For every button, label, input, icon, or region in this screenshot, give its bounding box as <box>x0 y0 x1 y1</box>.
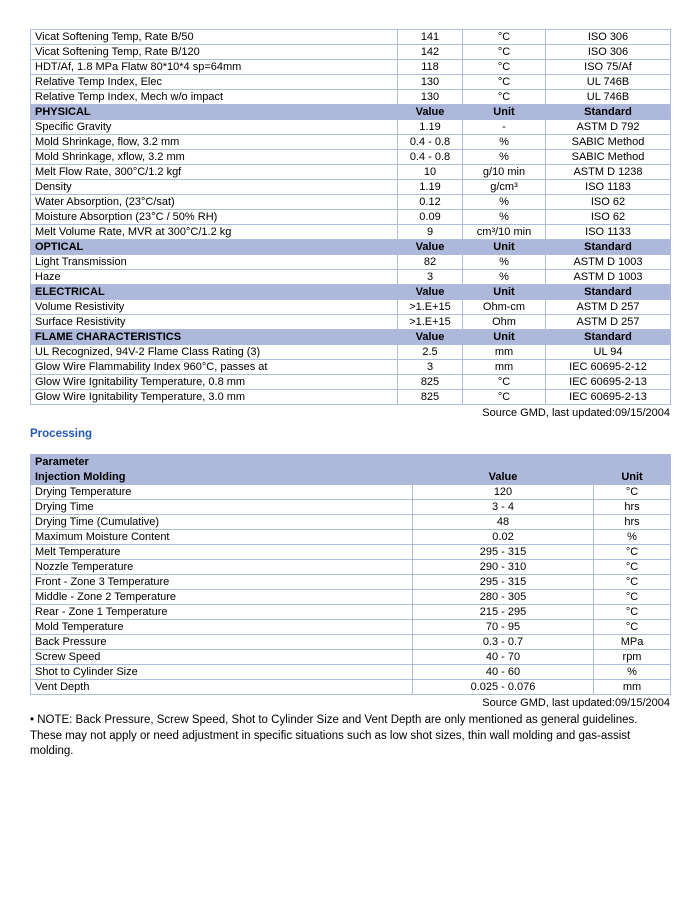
table-row <box>31 515 671 530</box>
table-cell: ASTM D 792 <box>546 120 671 135</box>
table-cell: Haze <box>31 270 398 285</box>
section-header-cell: Value <box>398 330 463 345</box>
table-cell: 1.19 <box>398 120 463 135</box>
table-cell: 130 <box>398 75 463 90</box>
table-cell: 48 <box>413 515 594 530</box>
table-cell: ISO 62 <box>546 210 671 225</box>
table-cell: 82 <box>398 255 463 270</box>
table-cell: SABIC Method <box>546 135 671 150</box>
table-cell: Vicat Softening Temp, Rate B/50 <box>31 30 398 45</box>
table-row <box>31 60 671 75</box>
source-note-properties: Source GMD, last updated:09/15/2004 <box>482 407 670 419</box>
table-cell: IEC 60695-2-13 <box>546 375 671 390</box>
table-cell: SABIC Method <box>546 150 671 165</box>
table-row <box>31 390 671 405</box>
table-cell: % <box>463 150 546 165</box>
table-cell: 280 - 305 <box>413 590 594 605</box>
table-cell: UL Recognized, 94V-2 Flame Class Rating (3) <box>31 345 398 360</box>
table-cell: °C <box>463 375 546 390</box>
table-cell: ASTM D 1003 <box>546 270 671 285</box>
table-cell: 290 - 310 <box>413 560 594 575</box>
table-cell: % <box>594 665 671 680</box>
table-cell: 3 - 4 <box>413 500 594 515</box>
table-cell: hrs <box>594 500 671 515</box>
section-header-cell: OPTICAL <box>31 240 398 255</box>
table-cell: ISO 306 <box>546 45 671 60</box>
table-row <box>31 135 671 150</box>
table-cell: 825 <box>398 390 463 405</box>
source-note-processing: Source GMD, last updated:09/15/2004 <box>482 697 670 709</box>
table-cell: >1.E+15 <box>398 315 463 330</box>
table-cell: °C <box>463 390 546 405</box>
table-cell: 215 - 295 <box>413 605 594 620</box>
table-cell: UL 746B <box>546 75 671 90</box>
table-row <box>31 375 671 390</box>
table-cell: Melt Temperature <box>31 545 413 560</box>
table-cell: Relative Temp Index, Mech w/o impact <box>31 90 398 105</box>
section-header-cell: Unit <box>463 105 546 120</box>
section-header-row <box>31 470 671 485</box>
table-cell: Surface Resistivity <box>31 315 398 330</box>
section-header-row <box>31 455 671 470</box>
section-header-row <box>31 330 671 345</box>
section-header-cell: Standard <box>546 285 671 300</box>
table-row <box>31 665 671 680</box>
table-cell: Shot to Cylinder Size <box>31 665 413 680</box>
table-row <box>31 545 671 560</box>
table-cell: 10 <box>398 165 463 180</box>
table-cell: UL 94 <box>546 345 671 360</box>
table-row <box>31 635 671 650</box>
table-cell: 142 <box>398 45 463 60</box>
table-cell: Relative Temp Index, Elec <box>31 75 398 90</box>
table-cell: 2.5 <box>398 345 463 360</box>
table-cell: mm <box>594 680 671 695</box>
table-cell: 0.12 <box>398 195 463 210</box>
table-cell: hrs <box>594 515 671 530</box>
table-cell: °C <box>594 590 671 605</box>
table-cell: ASTM D 1238 <box>546 165 671 180</box>
table-cell: Specific Gravity <box>31 120 398 135</box>
table-row <box>31 530 671 545</box>
section-header-cell: Value <box>398 240 463 255</box>
section-header-cell: Unit <box>463 285 546 300</box>
table-cell: Light Transmission <box>31 255 398 270</box>
table-cell: 0.09 <box>398 210 463 225</box>
table-row <box>31 165 671 180</box>
table-row <box>31 620 671 635</box>
table-cell: 9 <box>398 225 463 240</box>
table-row <box>31 590 671 605</box>
table-cell: 0.02 <box>413 530 594 545</box>
table-cell: Drying Time <box>31 500 413 515</box>
note-paragraph: • NOTE: Back Pressure, Screw Speed, Shot to Cylinder Size and Vent Depth are only mentioned as general guidelines. These may not apply or need adjustment in specific situations such as low shot sizes, thin wall molding and gas-assist molding. <box>30 714 638 757</box>
table-row <box>31 30 671 45</box>
table-cell: ASTM D 1003 <box>546 255 671 270</box>
section-header-cell: Parameter <box>31 455 671 470</box>
table-cell: % <box>463 255 546 270</box>
table-cell: ASTM D 257 <box>546 300 671 315</box>
table-cell: Back Pressure <box>31 635 413 650</box>
table-cell: ISO 1133 <box>546 225 671 240</box>
table-cell: Volume Resistivity <box>31 300 398 315</box>
table-cell: cm³/10 min <box>463 225 546 240</box>
table-cell: °C <box>594 605 671 620</box>
section-header-cell: Value <box>413 470 594 485</box>
table-row <box>31 255 671 270</box>
table-cell: Nozzle Temperature <box>31 560 413 575</box>
table-cell: °C <box>594 560 671 575</box>
table-row <box>31 300 671 315</box>
table-cell: 0.025 - 0.076 <box>413 680 594 695</box>
processing-table <box>30 454 671 695</box>
table-cell: Moisture Absorption (23°C / 50% RH) <box>31 210 398 225</box>
table-row <box>31 560 671 575</box>
table-cell: Glow Wire Ignitability Temperature, 3.0 mm <box>31 390 398 405</box>
table-cell: °C <box>463 75 546 90</box>
table-cell: Front - Zone 3 Temperature <box>31 575 413 590</box>
table-cell: Vent Depth <box>31 680 413 695</box>
section-header-cell: Unit <box>463 240 546 255</box>
table-cell: - <box>463 120 546 135</box>
table-cell: Rear - Zone 1 Temperature <box>31 605 413 620</box>
table-cell: Middle - Zone 2 Temperature <box>31 590 413 605</box>
table-cell: 295 - 315 <box>413 575 594 590</box>
table-cell: % <box>463 210 546 225</box>
table-cell: 120 <box>413 485 594 500</box>
table-cell: IEC 60695-2-12 <box>546 360 671 375</box>
section-header-cell: Standard <box>546 330 671 345</box>
table-cell: HDT/Af, 1.8 MPa Flatw 80*10*4 sp=64mm <box>31 60 398 75</box>
table-cell: 3 <box>398 360 463 375</box>
table-cell: % <box>463 135 546 150</box>
table-row <box>31 210 671 225</box>
table-cell: °C <box>594 575 671 590</box>
table-cell: 40 - 60 <box>413 665 594 680</box>
section-header-cell: FLAME CHARACTERISTICS <box>31 330 398 345</box>
section-header-cell: Standard <box>546 105 671 120</box>
table-cell: Mold Shrinkage, xflow, 3.2 mm <box>31 150 398 165</box>
table-cell: Ohm <box>463 315 546 330</box>
table-cell: 825 <box>398 375 463 390</box>
table-cell: ISO 306 <box>546 30 671 45</box>
table-row <box>31 500 671 515</box>
table-row <box>31 270 671 285</box>
table-cell: Mold Shrinkage, flow, 3.2 mm <box>31 135 398 150</box>
table-cell: °C <box>594 620 671 635</box>
table-row <box>31 605 671 620</box>
table-row <box>31 45 671 60</box>
section-header-row <box>31 240 671 255</box>
table-cell: Maximum Moisture Content <box>31 530 413 545</box>
table-cell: g/10 min <box>463 165 546 180</box>
section-header-cell: Standard <box>546 240 671 255</box>
table-cell: ISO 75/Af <box>546 60 671 75</box>
table-cell: Screw Speed <box>31 650 413 665</box>
table-cell: °C <box>594 545 671 560</box>
processing-heading: Processing <box>30 428 92 440</box>
table-row <box>31 180 671 195</box>
table-cell: ISO 62 <box>546 195 671 210</box>
section-header-cell: PHYSICAL <box>31 105 398 120</box>
table-cell: °C <box>463 90 546 105</box>
section-header-cell: Unit <box>594 470 671 485</box>
table-row <box>31 120 671 135</box>
table-cell: 70 - 95 <box>413 620 594 635</box>
table-cell: Vicat Softening Temp, Rate B/120 <box>31 45 398 60</box>
section-header-cell: Unit <box>463 330 546 345</box>
table-cell: 118 <box>398 60 463 75</box>
table-cell: Glow Wire Flammability Index 960°C, passes at <box>31 360 398 375</box>
table-cell: IEC 60695-2-13 <box>546 390 671 405</box>
table-cell: Mold Temperature <box>31 620 413 635</box>
table-cell: Water Absorption, (23°C/sat) <box>31 195 398 210</box>
table-cell: 130 <box>398 90 463 105</box>
table-cell: rpm <box>594 650 671 665</box>
table-cell: 3 <box>398 270 463 285</box>
table-cell: °C <box>594 485 671 500</box>
table-cell: mm <box>463 360 546 375</box>
table-cell: Ohm-cm <box>463 300 546 315</box>
table-cell: UL 746B <box>546 90 671 105</box>
table-cell: ISO 1183 <box>546 180 671 195</box>
section-header-cell: Value <box>398 105 463 120</box>
table-cell: °C <box>463 45 546 60</box>
table-cell: Density <box>31 180 398 195</box>
table-row <box>31 575 671 590</box>
table-cell: 40 - 70 <box>413 650 594 665</box>
section-header-row <box>31 105 671 120</box>
table-row <box>31 360 671 375</box>
table-cell: mm <box>463 345 546 360</box>
properties-table <box>30 29 671 405</box>
table-row <box>31 650 671 665</box>
table-cell: >1.E+15 <box>398 300 463 315</box>
table-row <box>31 485 671 500</box>
table-cell: Drying Temperature <box>31 485 413 500</box>
table-cell: 1.19 <box>398 180 463 195</box>
table-row <box>31 150 671 165</box>
table-cell: 141 <box>398 30 463 45</box>
table-row <box>31 90 671 105</box>
table-cell: % <box>594 530 671 545</box>
table-cell: Drying Time (Cumulative) <box>31 515 413 530</box>
table-cell: °C <box>463 60 546 75</box>
section-header-cell: Injection Molding <box>31 470 413 485</box>
table-cell: MPa <box>594 635 671 650</box>
table-cell: Glow Wire Ignitability Temperature, 0.8 mm <box>31 375 398 390</box>
table-cell: % <box>463 270 546 285</box>
table-cell: °C <box>463 30 546 45</box>
table-cell: 295 - 315 <box>413 545 594 560</box>
table-cell: Melt Volume Rate, MVR at 300°C/1.2 kg <box>31 225 398 240</box>
table-cell: ASTM D 257 <box>546 315 671 330</box>
table-row <box>31 75 671 90</box>
table-cell: 0.4 - 0.8 <box>398 150 463 165</box>
table-cell: % <box>463 195 546 210</box>
table-row <box>31 195 671 210</box>
section-header-cell: Value <box>398 285 463 300</box>
table-cell: g/cm³ <box>463 180 546 195</box>
table-row <box>31 680 671 695</box>
table-cell: Melt Flow Rate, 300°C/1.2 kgf <box>31 165 398 180</box>
table-row <box>31 225 671 240</box>
table-row <box>31 315 671 330</box>
section-header-cell: ELECTRICAL <box>31 285 398 300</box>
table-cell: 0.3 - 0.7 <box>413 635 594 650</box>
section-header-row <box>31 285 671 300</box>
table-row <box>31 345 671 360</box>
table-cell: 0.4 - 0.8 <box>398 135 463 150</box>
